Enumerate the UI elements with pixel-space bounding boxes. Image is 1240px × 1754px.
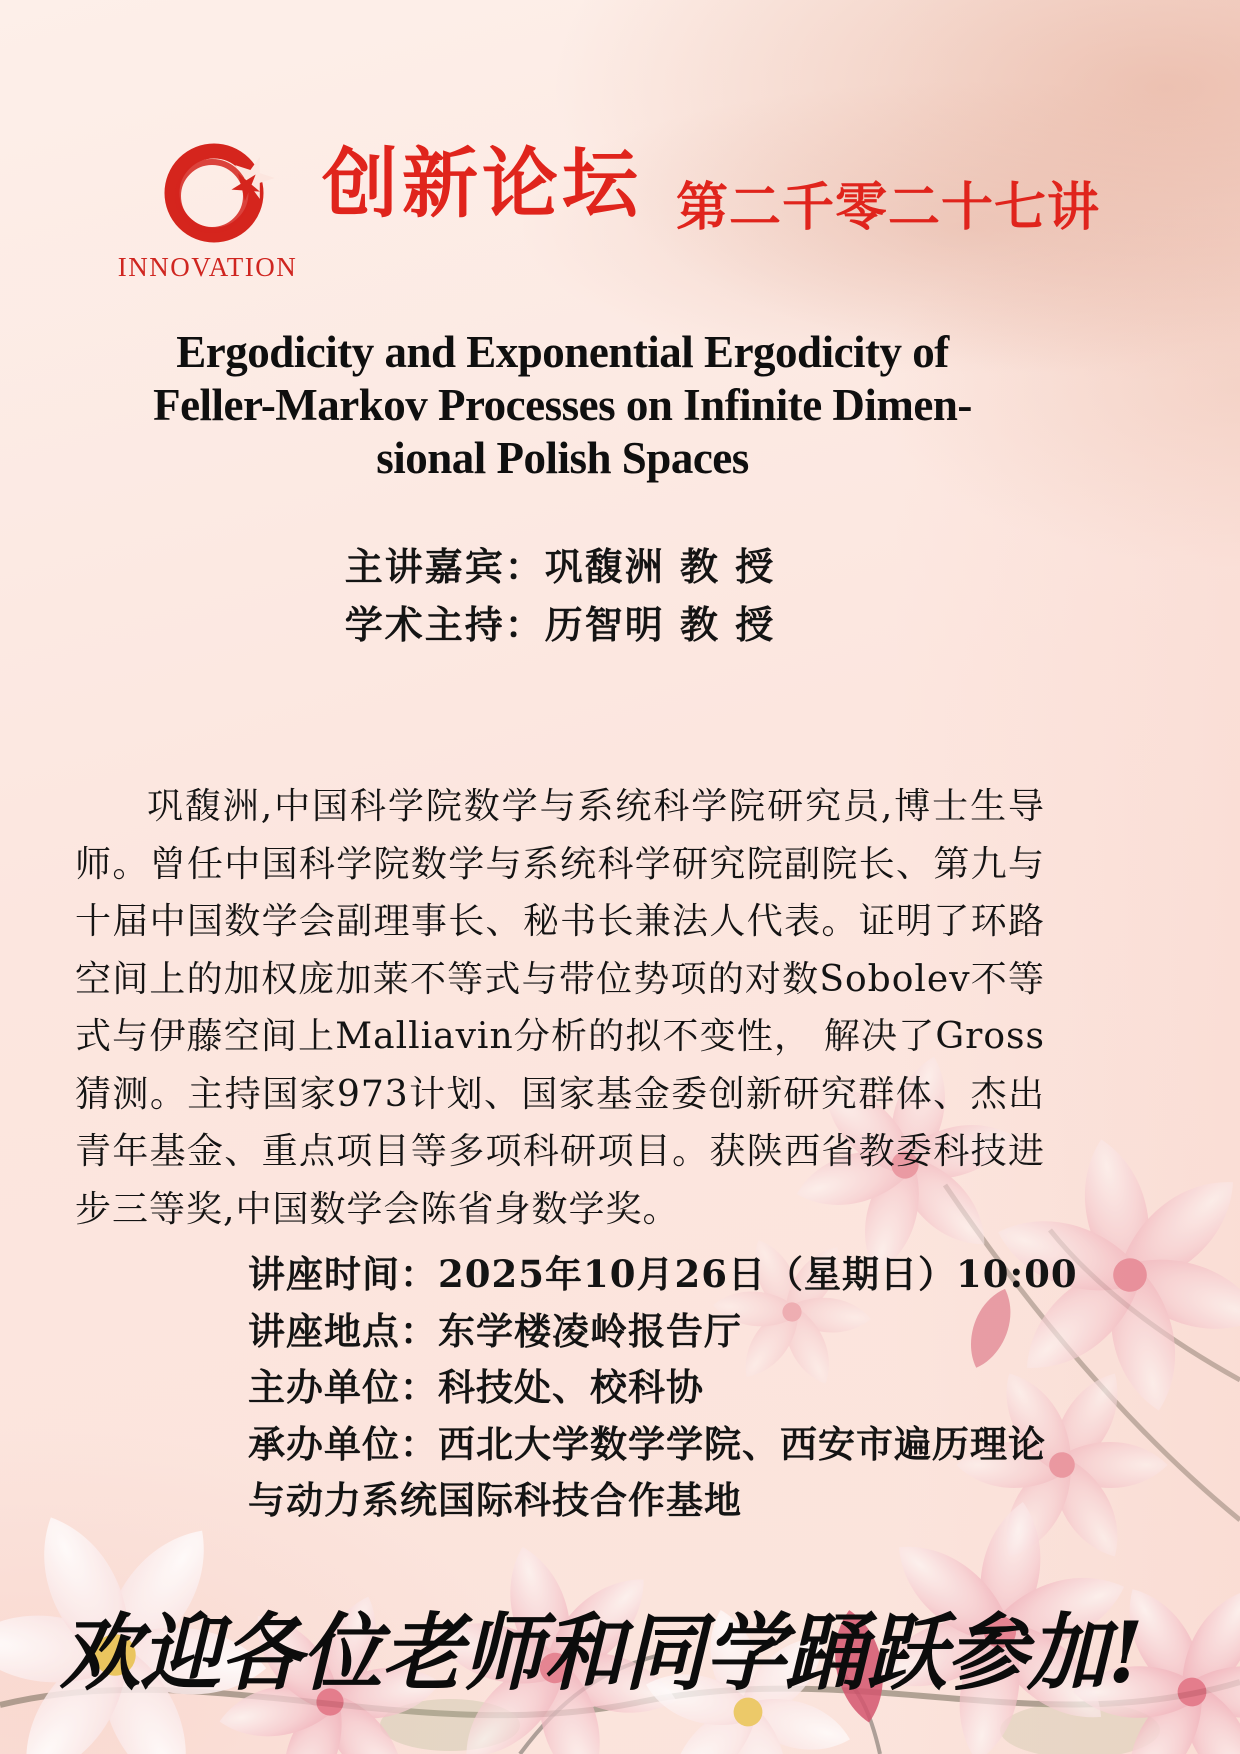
innovation-logo-icon — [150, 136, 285, 254]
welcome-calligraphy: 欢迎各位老师和同学踊跃参加! — [59, 1603, 1144, 1702]
detail-organizer-value: 科技处、校科协 — [438, 1365, 704, 1409]
forum-title: 创新论坛 — [322, 139, 642, 228]
speaker-biography: 巩馥洲,中国科学院数学与系统科学院研究员,博士生导师。曾任中国科学院数学与系统科学研究院副院长、第九与十届中国数学会副理事长、秘书长兼法人代表。证明了环路空间上的加权庞加莱不等式与带位势项的对数Sobolev不等式与伊藤空间上Malliavin分析的拟不变性， 解决了Gross猜测。主持国家973计划、国家基金委创新研究群体、杰出青年基金、重点项目等多项科研项目。获陕西省教委科技进步三等奖,中国数学会陈省身数学奖。 — [75, 786, 1045, 1230]
speaker-host-line — [345, 596, 775, 654]
speaker-guest-line — [345, 538, 775, 596]
lecture-title — [75, 326, 1050, 485]
detail-undertaker-label: 承办单位： — [248, 1421, 438, 1466]
detail-time-line — [248, 1246, 1078, 1303]
detail-undertaker-line — [248, 1416, 1078, 1473]
detail-venue-label: 讲座地点： — [248, 1308, 438, 1353]
speaker-guest-name: 巩馥洲 教 授 — [544, 544, 776, 589]
lecture-details — [248, 1246, 1078, 1529]
speakers-block — [75, 538, 1045, 654]
lecture-title-line3: sional Polish Spaces — [376, 433, 749, 483]
detail-time-label: 讲座时间： — [248, 1252, 438, 1296]
detail-organizer-label: 主办单位： — [248, 1365, 438, 1409]
detail-undertaker-line2 — [248, 1472, 1078, 1529]
detail-time-value: 2025年10月26日（星期日）10:00 — [438, 1252, 1078, 1296]
speaker-guest-label: 主讲嘉宾： — [344, 544, 545, 589]
speakers-inner — [345, 538, 775, 654]
detail-undertaker-value-cont: 与动力系统国际科技合作基地 — [248, 1478, 742, 1522]
detail-undertaker-value: 西北大学数学学院、西安市遍历理论 — [438, 1421, 1046, 1466]
logo-caption: INNOVATION — [117, 252, 298, 282]
detail-venue-line — [248, 1303, 1078, 1360]
session-number: 第二千零二十七讲 — [676, 177, 1101, 238]
speaker-host-label: 学术主持： — [344, 602, 545, 647]
lecture-title-line2: Feller-Markov Processes on Infinite Dimen- — [153, 380, 972, 430]
speaker-host-name: 历智明 教 授 — [544, 602, 776, 647]
lecture-title-line1: Ergodicity and Exponential Ergodicity of — [176, 327, 949, 377]
detail-venue-value: 东学楼凌岭报告厅 — [438, 1308, 742, 1353]
detail-organizer-line — [248, 1359, 1078, 1416]
